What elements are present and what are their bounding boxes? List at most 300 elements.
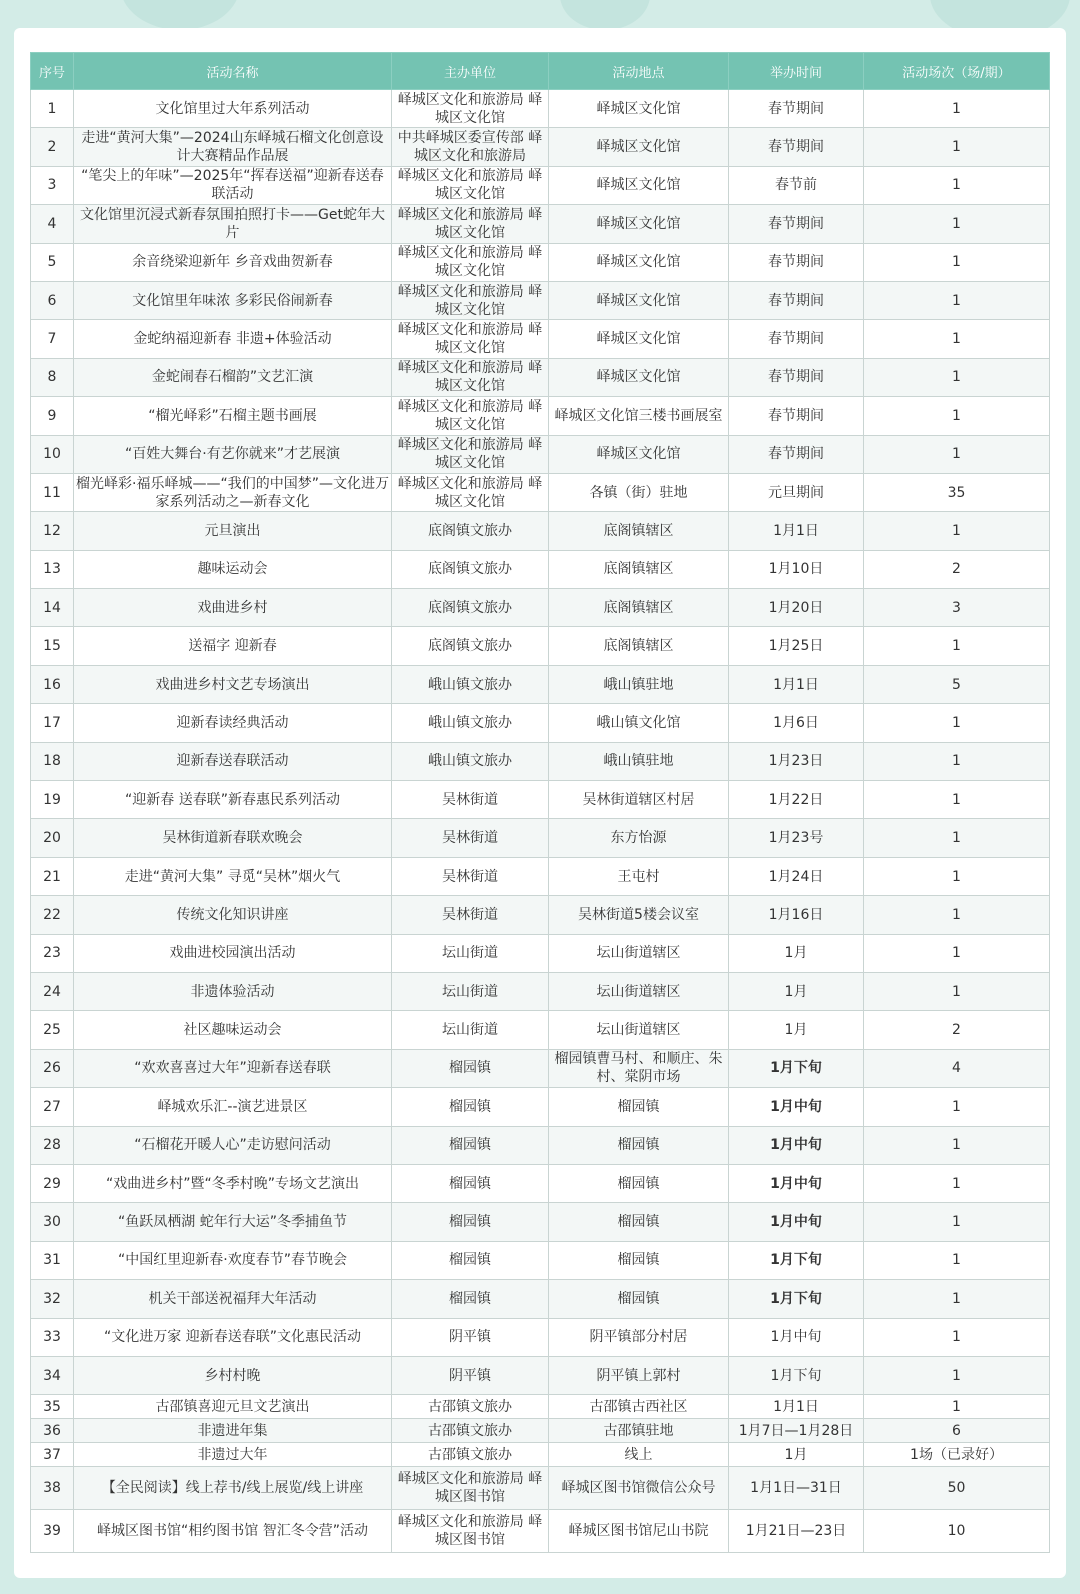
activity-name-cell [74, 281, 392, 319]
row-no: 23 [43, 945, 61, 962]
venue: 底阁镇辖区 [603, 599, 674, 616]
date: 春节期间 [768, 254, 824, 271]
session-count-cell [864, 1510, 1050, 1553]
organizer: 吴林街道 [442, 868, 498, 885]
row-no: 7 [47, 331, 57, 348]
table-row [31, 1318, 1050, 1356]
table-row [31, 550, 1050, 588]
session-count-cell [864, 205, 1050, 243]
row-no-cell [31, 857, 74, 895]
venue-cell [549, 1126, 729, 1164]
organizer: 峄城区文化和旅游局 峄城区图书馆 [397, 1471, 543, 1506]
activity-name-cell [74, 1126, 392, 1164]
session-count: 1 [952, 1329, 961, 1346]
date-cell [729, 1356, 864, 1394]
activity-name: 峄城区图书馆“相约图书馆 智汇冬令营”活动 [97, 1523, 368, 1540]
table-row [31, 1049, 1050, 1087]
activity-name: 社区趣味运动会 [183, 1022, 282, 1039]
table-row [31, 589, 1050, 627]
row-no: 13 [43, 561, 61, 578]
venue: 峄城区文化馆三楼书画展室 [554, 407, 723, 424]
venue-cell [549, 358, 729, 396]
venue-cell [549, 1164, 729, 1202]
activity-name: 趣味运动会 [197, 561, 268, 578]
row-no: 31 [43, 1252, 61, 1269]
activity-name: 文化馆里过大年系列活动 [155, 100, 310, 117]
session-count: 1 [952, 215, 961, 232]
row-no: 30 [43, 1214, 61, 1231]
date: 1月 [784, 1022, 808, 1039]
activity-name-cell [74, 512, 392, 550]
date-cell [729, 166, 864, 204]
session-count-cell [864, 665, 1050, 703]
session-count: 1 [952, 1398, 961, 1415]
date-cell [729, 781, 864, 819]
venue-cell [549, 1088, 729, 1126]
activity-name: 迎新春送春联活动 [176, 753, 289, 770]
row-no: 28 [43, 1137, 61, 1154]
venue: 阴平镇部分村居 [589, 1329, 688, 1346]
organizer-cell [392, 972, 549, 1010]
organizer-cell [392, 857, 549, 895]
venue-cell [549, 1203, 729, 1241]
row-no-cell [31, 1126, 74, 1164]
row-no-cell [31, 1203, 74, 1241]
row-no-cell [31, 166, 74, 204]
organizer-cell [392, 320, 549, 358]
table-row [31, 934, 1050, 972]
activity-name: 走进“黄河大集”—2024山东峄城石榴文化创意设计大赛精品作品展 [81, 130, 384, 165]
session-count-cell [864, 972, 1050, 1010]
session-count-cell [864, 243, 1050, 281]
session-count: 1 [952, 1137, 961, 1154]
session-count-cell [864, 781, 1050, 819]
organizer-cell [392, 1356, 549, 1394]
session-count: 6 [952, 1422, 961, 1439]
session-count: 1 [952, 714, 961, 731]
session-count: 1 [952, 369, 961, 386]
date-cell [729, 1443, 864, 1467]
session-count-cell [864, 704, 1050, 742]
date-cell [729, 819, 864, 857]
venue-cell [549, 1356, 729, 1394]
session-count-cell [864, 1280, 1050, 1318]
table-row [31, 243, 1050, 281]
venue-cell [549, 166, 729, 204]
row-no-cell [31, 665, 74, 703]
date: 1月中旬 [770, 1329, 822, 1346]
activity-name-cell [74, 1241, 392, 1279]
date: 1月下旬 [770, 1060, 822, 1077]
row-no: 2 [47, 139, 57, 156]
session-count-cell [864, 128, 1050, 166]
date: 春节期间 [768, 215, 824, 232]
organizer-cell [392, 166, 549, 204]
session-count: 1 [952, 906, 961, 923]
row-no-cell [31, 1443, 74, 1467]
date-cell [729, 1203, 864, 1241]
date: 1月 [784, 1446, 808, 1463]
date-cell [729, 550, 864, 588]
session-count: 1 [952, 331, 961, 348]
date: 1月1日 [773, 676, 819, 693]
table-row [31, 781, 1050, 819]
activity-name: “欢欢喜喜过大年”迎新春送春联 [134, 1060, 331, 1077]
row-no-cell [31, 1467, 74, 1510]
session-count: 1 [952, 522, 961, 539]
row-no-cell [31, 320, 74, 358]
venue: 峨山镇驻地 [603, 753, 674, 770]
row-no-cell [31, 934, 74, 972]
session-count-cell [864, 1164, 1050, 1202]
session-count-cell [864, 1356, 1050, 1394]
venue: 峨山镇驻地 [603, 676, 674, 693]
activity-name-cell [74, 243, 392, 281]
row-no: 36 [43, 1422, 61, 1439]
row-no: 35 [43, 1398, 61, 1415]
organizer-cell [392, 665, 549, 703]
session-count-cell [864, 857, 1050, 895]
venue: 榴园镇 [617, 1214, 660, 1231]
session-count: 1 [952, 753, 961, 770]
organizer: 底阁镇文旅办 [428, 561, 512, 578]
row-no: 37 [43, 1446, 61, 1463]
date-cell [729, 665, 864, 703]
row-no-cell [31, 972, 74, 1010]
organizer-cell [392, 1164, 549, 1202]
session-count: 1 [952, 139, 961, 156]
table-row [31, 435, 1050, 473]
venue-cell [549, 473, 729, 511]
date-cell [729, 1318, 864, 1356]
date: 1月 [784, 945, 808, 962]
row-no: 10 [43, 446, 61, 463]
date: 春节期间 [768, 407, 824, 424]
venue: 榴园镇 [617, 1290, 660, 1307]
activity-name: 迎新春读经典活动 [176, 714, 289, 731]
session-count-cell [864, 512, 1050, 550]
session-count-cell [864, 627, 1050, 665]
organizer: 峄城区文化和旅游局 峄城区文化馆 [397, 245, 543, 280]
organizer-cell [392, 896, 549, 934]
row-no-cell [31, 1088, 74, 1126]
date-cell [729, 1241, 864, 1279]
session-count: 35 [947, 484, 966, 501]
row-no-cell [31, 1318, 74, 1356]
date: 1月20日 [768, 599, 824, 616]
venue: 吴林街道辖区村居 [582, 791, 695, 808]
activity-name-cell [74, 1011, 392, 1049]
organizer-cell [392, 1280, 549, 1318]
table-row [31, 1164, 1050, 1202]
activity-name-cell [74, 857, 392, 895]
venue: 峄城区文化馆 [596, 292, 681, 309]
activity-name-cell [74, 896, 392, 934]
row-no: 14 [43, 599, 61, 616]
date-cell [729, 473, 864, 511]
row-no: 27 [43, 1098, 61, 1115]
session-count-cell [864, 819, 1050, 857]
date-cell [729, 857, 864, 895]
row-no-cell [31, 550, 74, 588]
row-no: 21 [43, 868, 61, 885]
session-count-cell [864, 934, 1050, 972]
session-count-cell [864, 1443, 1050, 1467]
activity-name-cell [74, 128, 392, 166]
organizer-cell [392, 435, 549, 473]
venue-cell [549, 1049, 729, 1087]
date-cell [729, 512, 864, 550]
date: 1月16日 [768, 906, 824, 923]
table-row [31, 90, 1050, 128]
table-row [31, 1467, 1050, 1510]
date-cell [729, 972, 864, 1010]
venue-cell [549, 1318, 729, 1356]
date-cell [729, 704, 864, 742]
background-decoration [120, 0, 240, 30]
row-no-cell [31, 589, 74, 627]
date: 1月7日—1月28日 [738, 1422, 854, 1439]
organizer: 阴平镇 [449, 1329, 491, 1346]
row-no-cell [31, 896, 74, 934]
activity-name-cell [74, 550, 392, 588]
date: 1月6日 [773, 714, 819, 731]
session-count-cell [864, 281, 1050, 319]
venue-cell [549, 627, 729, 665]
session-count-cell [864, 896, 1050, 934]
organizer-cell [392, 1011, 549, 1049]
venue: 各镇（街）驻地 [589, 484, 688, 501]
session-count-cell [864, 1419, 1050, 1443]
venue: 榴园镇 [617, 1098, 660, 1115]
organizer: 峄城区文化和旅游局 峄城区文化馆 [397, 322, 543, 357]
organizer: 古邵镇文旅办 [428, 1398, 512, 1415]
activity-name: “迎新春 送春联”新春惠民系列活动 [125, 791, 340, 808]
date: 1月 [784, 983, 808, 1000]
date: 春节期间 [768, 369, 824, 386]
organizer-cell [392, 1395, 549, 1419]
venue: 峄城区文化馆 [596, 100, 681, 117]
row-no: 20 [43, 830, 61, 847]
row-no-cell [31, 1510, 74, 1553]
table-row [31, 742, 1050, 780]
table-row [31, 1280, 1050, 1318]
date: 1月中旬 [770, 1214, 822, 1231]
activity-name-cell [74, 665, 392, 703]
session-count-cell [864, 1049, 1050, 1087]
venue-cell [549, 1395, 729, 1419]
activity-name: 文化馆里年味浓 多彩民俗闹新春 [132, 292, 333, 309]
activity-schedule-table [30, 52, 1050, 1553]
row-no: 24 [43, 983, 61, 1000]
row-no: 32 [43, 1290, 61, 1307]
row-no-cell [31, 1049, 74, 1087]
session-count: 2 [952, 1022, 961, 1039]
organizer-cell [392, 1419, 549, 1443]
venue-cell [549, 397, 729, 435]
activity-name: “石榴花开暖人心”走访慰问活动 [134, 1137, 331, 1154]
activity-name: 非遗体验活动 [190, 983, 275, 1000]
activity-name-cell [74, 1395, 392, 1419]
organizer-cell [392, 1049, 549, 1087]
activity-name-cell [74, 589, 392, 627]
venue: 峄城区文化馆 [596, 254, 681, 271]
organizer: 榴园镇 [449, 1214, 491, 1231]
venue-cell [549, 512, 729, 550]
activity-name: 古邵镇喜迎元旦文艺演出 [155, 1398, 310, 1415]
row-no-cell [31, 90, 74, 128]
organizer: 古邵镇文旅办 [428, 1422, 512, 1439]
organizer: 中共峄城区委宣传部 峄城区文化和旅游局 [397, 130, 543, 165]
session-count: 1 [952, 638, 961, 655]
activity-name: “文化进万家 迎新春送春联”文化惠民活动 [104, 1329, 361, 1346]
date-cell [729, 128, 864, 166]
organizer: 坛山街道 [442, 945, 498, 962]
activity-name: “鱼跃凤栖湖 蛇年行大运”冬季捕鱼节 [118, 1214, 347, 1231]
session-count-cell [864, 1241, 1050, 1279]
activity-name: 非遗进年集 [197, 1422, 268, 1439]
session-count: 1 [952, 1214, 961, 1231]
organizer: 榴园镇 [449, 1137, 491, 1154]
table-row [31, 397, 1050, 435]
header-name: 活动名称 [74, 53, 392, 90]
date-cell [729, 435, 864, 473]
organizer: 榴园镇 [449, 1290, 491, 1307]
activity-name-cell [74, 397, 392, 435]
organizer-cell [392, 1467, 549, 1510]
table-row [31, 1356, 1050, 1394]
row-no-cell [31, 435, 74, 473]
session-count: 5 [952, 676, 961, 693]
background-decoration [560, 0, 650, 30]
session-count-cell [864, 320, 1050, 358]
date: 春节期间 [768, 100, 824, 117]
row-no-cell [31, 781, 74, 819]
organizer: 榴园镇 [449, 1098, 491, 1115]
activity-name: 戏曲进校园演出活动 [169, 945, 296, 962]
session-count: 1 [952, 945, 961, 962]
organizer-cell [392, 1510, 549, 1553]
table-row [31, 1395, 1050, 1419]
activity-name-cell [74, 1318, 392, 1356]
date: 1月22日 [768, 791, 824, 808]
venue: 峄城区文化馆 [596, 215, 681, 232]
session-count: 10 [947, 1523, 966, 1540]
venue-cell [549, 934, 729, 972]
venue: 榴园镇 [617, 1175, 660, 1192]
date: 1月1日 [773, 522, 819, 539]
activity-name: 非遗过大年 [197, 1446, 268, 1463]
row-no: 29 [43, 1175, 61, 1192]
venue-cell [549, 972, 729, 1010]
table-row [31, 358, 1050, 396]
table-row [31, 627, 1050, 665]
organizer: 峄城区文化和旅游局 峄城区文化馆 [397, 168, 543, 203]
venue: 峨山镇文化馆 [596, 714, 681, 731]
date: 1月25日 [768, 638, 824, 655]
organizer-cell [392, 358, 549, 396]
session-count: 1 [952, 1290, 961, 1307]
activity-name: 戏曲进乡村 [197, 599, 268, 616]
venue-cell [549, 896, 729, 934]
row-no: 33 [43, 1329, 61, 1346]
activity-name: 送福字 迎新春 [188, 638, 277, 655]
venue: 底阁镇辖区 [603, 561, 674, 578]
activity-name: 金蛇纳福迎新春 非遗+体验活动 [133, 331, 332, 348]
organizer: 峨山镇文旅办 [428, 676, 512, 693]
activity-name: 吴林街道新春联欢晚会 [162, 830, 303, 847]
session-count: 1 [952, 983, 961, 1000]
venue-cell [549, 281, 729, 319]
date: 春节前 [775, 177, 817, 194]
table-row [31, 665, 1050, 703]
venue-cell [549, 1241, 729, 1279]
session-count-cell [864, 1318, 1050, 1356]
venue-cell [549, 589, 729, 627]
session-count-cell [864, 90, 1050, 128]
header-org: 主办单位 [392, 53, 549, 90]
row-no: 12 [43, 522, 61, 539]
row-no: 22 [43, 906, 61, 923]
table-row [31, 1510, 1050, 1553]
row-no: 17 [43, 714, 61, 731]
activity-name-cell [74, 627, 392, 665]
table-row [31, 1011, 1050, 1049]
row-no: 5 [47, 254, 57, 271]
date: 1月1日 [773, 1398, 819, 1415]
table-row [31, 281, 1050, 319]
date-cell [729, 1395, 864, 1419]
organizer: 吴林街道 [442, 906, 498, 923]
date-cell [729, 742, 864, 780]
date: 春节期间 [768, 331, 824, 348]
session-count: 1 [952, 292, 961, 309]
activity-name: “百姓大舞台·有艺你就来”才艺展演 [125, 446, 340, 463]
header-no: 序号 [31, 53, 74, 90]
row-no: 34 [43, 1367, 61, 1384]
organizer-cell [392, 589, 549, 627]
row-no-cell [31, 627, 74, 665]
row-no-cell [31, 1241, 74, 1279]
session-count-cell [864, 1126, 1050, 1164]
venue-cell [549, 704, 729, 742]
activity-name-cell [74, 1419, 392, 1443]
row-no-cell [31, 512, 74, 550]
organizer: 阴平镇 [449, 1367, 491, 1384]
activity-name-cell [74, 1203, 392, 1241]
activity-name-cell [74, 1049, 392, 1087]
session-count-cell [864, 550, 1050, 588]
activity-name: 金蛇闹春石榴韵”文艺汇演 [151, 369, 314, 386]
organizer: 峨山镇文旅办 [428, 714, 512, 731]
organizer: 榴园镇 [449, 1252, 491, 1269]
venue: 王屯村 [617, 868, 660, 885]
date-cell [729, 1164, 864, 1202]
organizer: 坛山街道 [442, 1022, 498, 1039]
date: 1月中旬 [770, 1137, 822, 1154]
activity-name-cell [74, 1356, 392, 1394]
venue: 古邵镇古西社区 [589, 1398, 688, 1415]
activity-name-cell [74, 166, 392, 204]
organizer: 峄城区文化和旅游局 峄城区文化馆 [397, 206, 543, 241]
organizer-cell [392, 473, 549, 511]
venue: 底阁镇辖区 [603, 638, 674, 655]
row-no: 6 [47, 292, 57, 309]
activity-name: 文化馆里沉浸式新春氛围拍照打卡——Get蛇年大片 [80, 206, 385, 241]
activity-name-cell [74, 972, 392, 1010]
activity-name-cell [74, 435, 392, 473]
venue: 峄城区文化馆 [596, 446, 681, 463]
